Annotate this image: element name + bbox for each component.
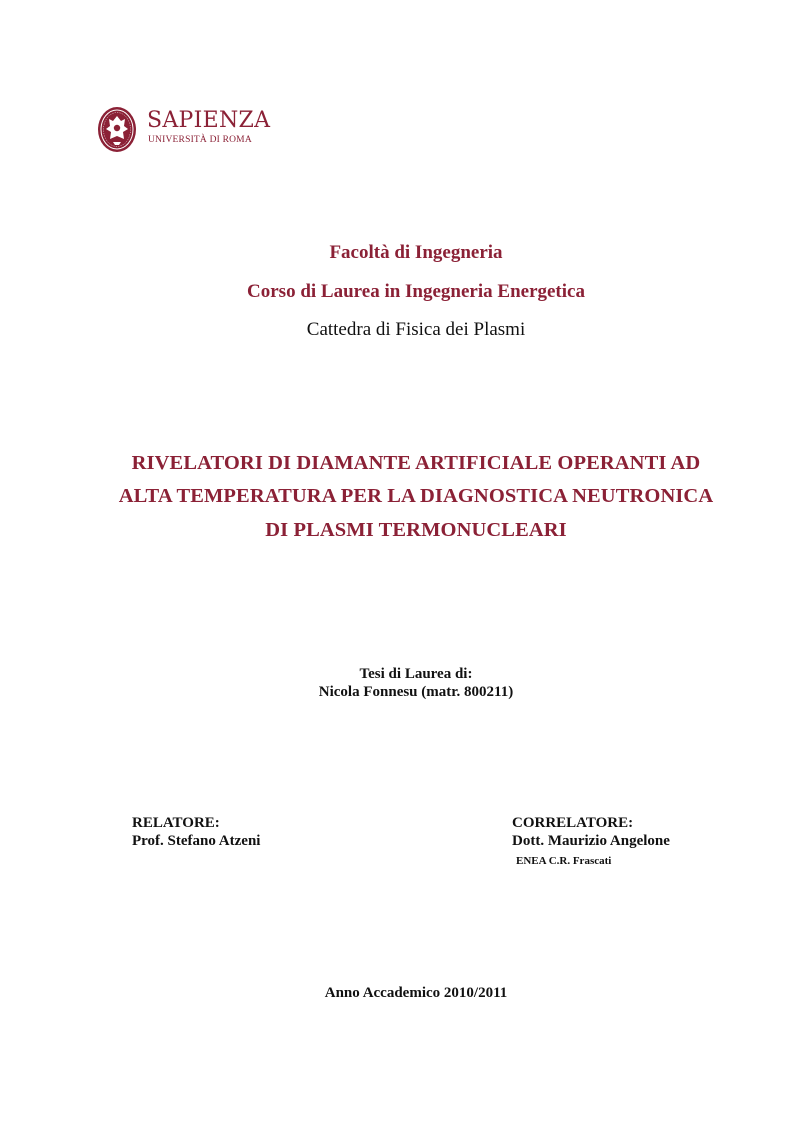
thesis-title-line: RIVELATORI DI DIAMANTE ARTIFICIALE OPERANTI AD [131,452,701,474]
thesis-author: Nicola Fonnesu (matr. 800211) [318,684,514,700]
co-supervisor-label: CORRELATORE: [512,815,634,831]
university-name: SAPIENZA [147,108,271,133]
academic-year: Anno Accademico 2010/2011 [324,985,508,1001]
course-name: Corso di Laurea in Ingegneria Energetica [247,281,585,302]
thesis-title-line: DI PLASMI TERMONUCLEARI [265,519,567,541]
supervisor-name: Prof. Stefano Atzeni [132,833,261,849]
university-subtitle: UNIVERSITÀ DI ROMA [148,135,252,145]
university-logo [97,106,271,156]
thesis-title-line: ALTA TEMPERATURA PER LA DIAGNOSTICA NEUTRONICA [118,485,714,507]
university-seal-icon [97,106,137,153]
supervisor-label: RELATORE: [132,815,220,831]
chair-name: Cattedra di Fisica dei Plasmi [306,319,526,340]
co-supervisor-affiliation: ENEA C.R. Frascati [516,855,612,867]
co-supervisor-name: Dott. Maurizio Angelone [512,833,670,849]
thesis-label: Tesi di Laurea di: [359,666,473,682]
faculty-name: Facoltà di Ingegneria [329,242,503,263]
